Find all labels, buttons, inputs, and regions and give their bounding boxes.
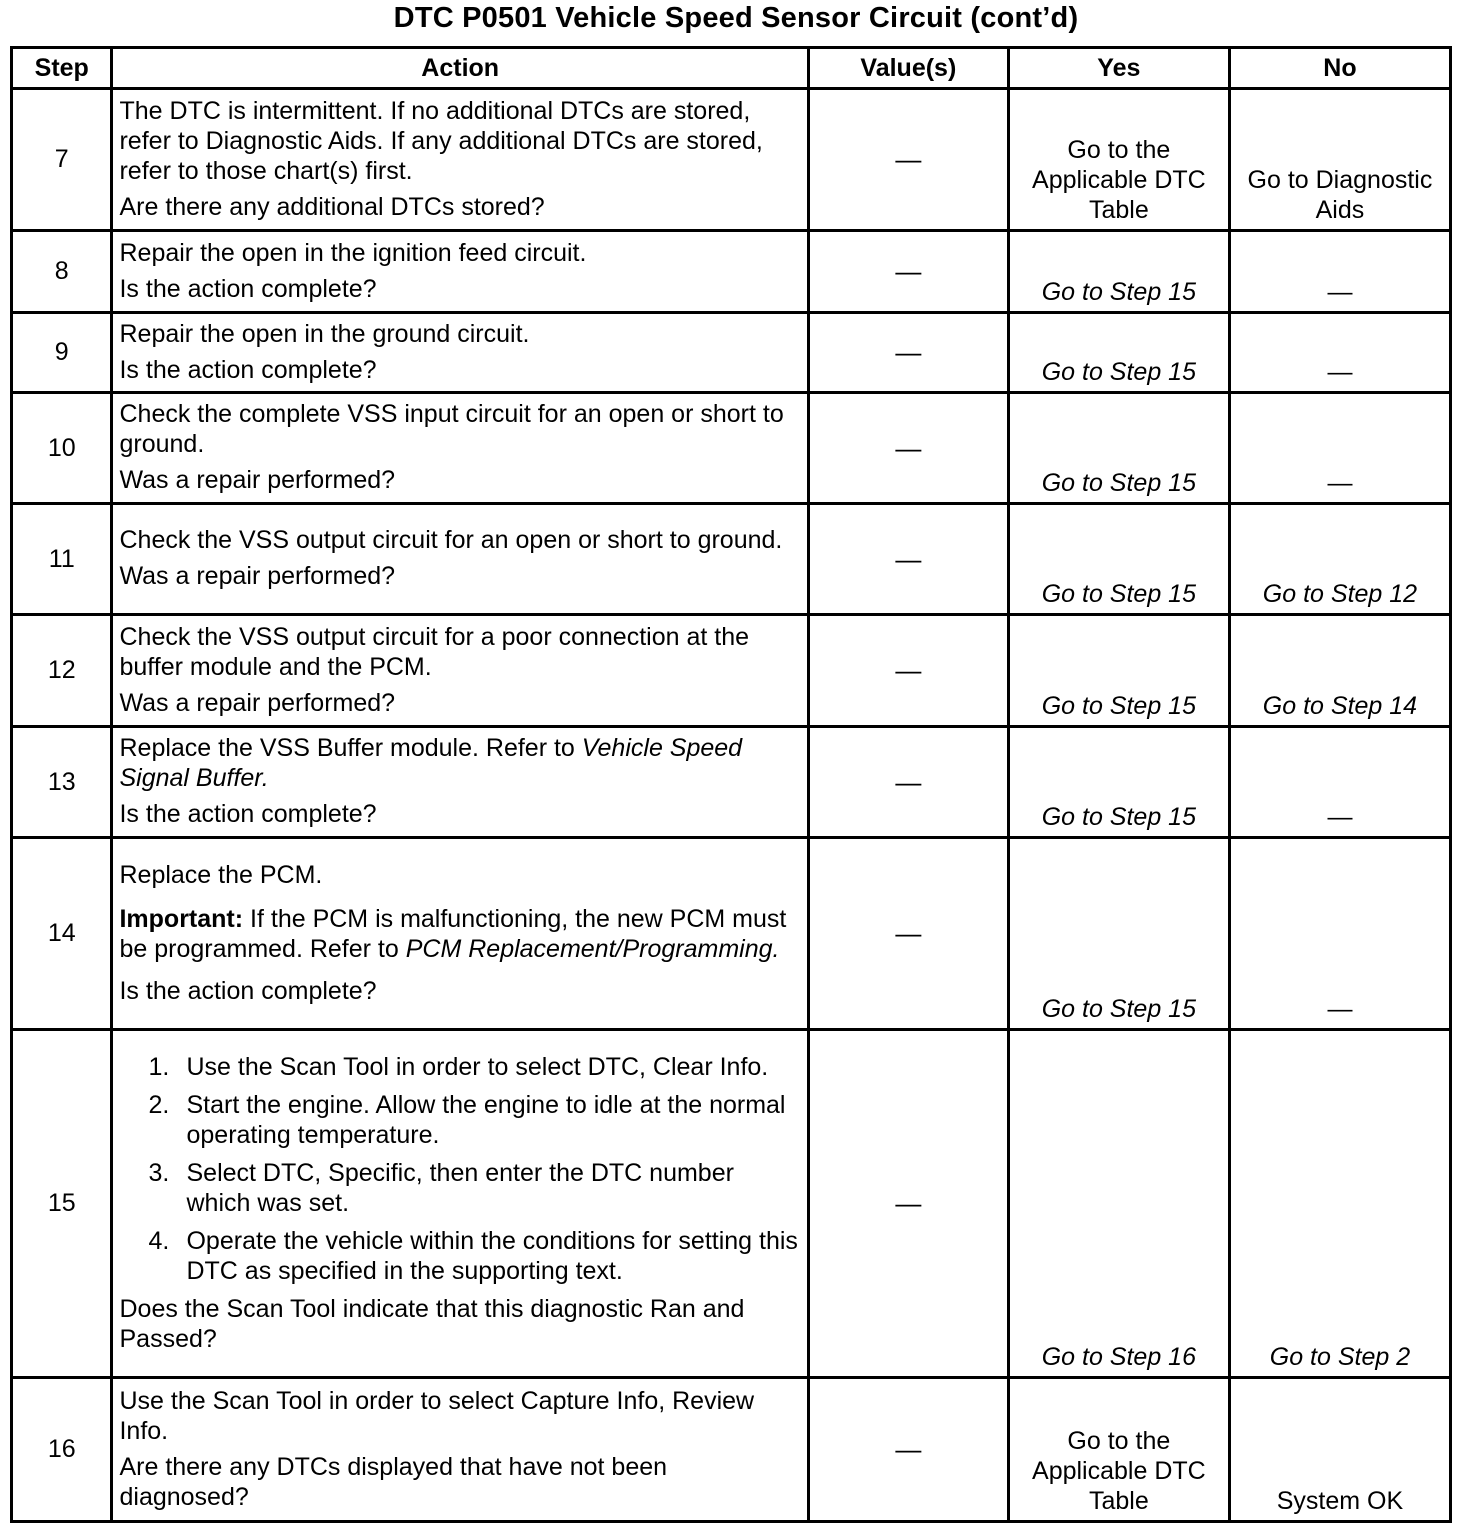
table-row xyxy=(12,504,1451,615)
yes-cell: Go to Step 15 xyxy=(1008,504,1229,615)
action-text: Check the VSS output circuit for a poor connection at the buffer module and the PCM. xyxy=(119,622,750,681)
table-row xyxy=(12,1030,1451,1378)
action-question: Are there any DTCs displayed that have not been diagnosed? xyxy=(119,1452,668,1511)
yes-cell: Go to Step 15 xyxy=(1008,393,1229,504)
value-cell: — xyxy=(808,1378,1008,1522)
table-row xyxy=(12,393,1451,504)
page-title: DTC P0501 Vehicle Speed Sensor Circuit (cont’d) xyxy=(393,2,1079,34)
action-cell xyxy=(112,89,808,231)
no-cell: — xyxy=(1229,231,1450,313)
header-no: No xyxy=(1229,48,1450,89)
no-cell: — xyxy=(1229,313,1450,393)
no-cell: — xyxy=(1229,393,1450,504)
action-question: Was a repair performed? xyxy=(119,562,396,590)
action-text: Repair the open in the ignition feed circuit. xyxy=(119,238,587,267)
value-cell: — xyxy=(808,393,1008,504)
list-item xyxy=(148,1226,800,1286)
no-cell: — xyxy=(1229,727,1450,838)
action-text-prefix: Replace the VSS Buffer module. Refer to xyxy=(119,734,582,762)
action-text: The DTC is intermittent. If no additional DTCs are stored, refer to Diagnostic Aids. If any additional DTCs are stored, refer to those chart(s) first. xyxy=(119,96,763,185)
yes-cell: Go to Step 15 xyxy=(1008,727,1229,838)
value-cell: — xyxy=(808,615,1008,727)
list-item-number: 2. xyxy=(148,1090,170,1119)
yes-cell: Go to the Applicable DTC Table xyxy=(1008,1378,1229,1522)
no-cell: System OK xyxy=(1229,1378,1450,1522)
yes-cell: Go to Step 16 xyxy=(1008,1030,1229,1378)
table-row xyxy=(12,1378,1451,1522)
action-question: Is the action complete? xyxy=(119,800,377,828)
action-cell xyxy=(112,504,808,615)
table-row xyxy=(12,615,1451,727)
action-text xyxy=(119,733,800,793)
action-cell xyxy=(112,1378,808,1522)
list-item-number: 1. xyxy=(148,1052,170,1081)
value-cell: — xyxy=(808,89,1008,231)
action-text: Check the complete VSS input circuit for an open or short to ground. xyxy=(119,400,784,458)
list-item-number: 3. xyxy=(148,1158,170,1187)
header-action: Action xyxy=(112,48,808,89)
table-row xyxy=(12,231,1451,313)
step-number: 13 xyxy=(12,727,112,838)
no-cell: Go to Step 2 xyxy=(1229,1030,1450,1378)
value-cell: — xyxy=(808,838,1008,1030)
no-cell: — xyxy=(1229,838,1450,1030)
reference-link: PCM Replacement/Programming. xyxy=(405,934,780,963)
step-number: 16 xyxy=(12,1378,112,1522)
header-step: Step xyxy=(12,48,112,89)
header-yes: Yes xyxy=(1008,48,1229,89)
table-row xyxy=(12,838,1451,1030)
action-cell xyxy=(112,615,808,727)
yes-cell: Go to Step 15 xyxy=(1008,231,1229,313)
value-cell: — xyxy=(808,313,1008,393)
table-header-row xyxy=(12,48,1451,89)
action-cell xyxy=(112,231,808,313)
step-number: 12 xyxy=(12,615,112,727)
action-question: Does the Scan Tool indicate that this diagnostic Ran and Passed? xyxy=(119,1294,745,1353)
header-values: Value(s) xyxy=(808,48,1008,89)
action-text: Check the VSS output circuit for an open or short to ground. xyxy=(119,526,783,554)
important-note xyxy=(119,904,800,964)
important-label: Important: xyxy=(119,904,244,933)
action-cell xyxy=(112,727,808,838)
action-question: Is the action complete? xyxy=(119,976,377,1005)
value-cell: — xyxy=(808,504,1008,615)
action-question: Was a repair performed? xyxy=(119,466,396,494)
procedure-list xyxy=(119,1052,800,1286)
value-cell: — xyxy=(808,231,1008,313)
yes-cell: Go to Step 15 xyxy=(1008,615,1229,727)
reference-link: Vehicle Speed Signal Buffer. xyxy=(119,734,743,792)
value-cell: — xyxy=(808,1030,1008,1378)
action-text: Replace the PCM. xyxy=(119,860,323,889)
no-cell: Go to Step 14 xyxy=(1229,615,1450,727)
step-number: 11 xyxy=(12,504,112,615)
yes-cell: Go to Step 15 xyxy=(1008,313,1229,393)
action-question: Was a repair performed? xyxy=(119,688,396,717)
list-item xyxy=(148,1090,800,1150)
step-number: 10 xyxy=(12,393,112,504)
no-cell: Go to Diagnostic Aids xyxy=(1229,89,1450,231)
list-item xyxy=(148,1158,800,1218)
list-item-text: Select DTC, Specific, then enter the DTC number which was set. xyxy=(186,1158,734,1217)
step-number: 14 xyxy=(12,838,112,1030)
list-item-number: 4. xyxy=(148,1226,170,1255)
step-number: 8 xyxy=(12,231,112,313)
no-cell: Go to Step 12 xyxy=(1229,504,1450,615)
important-text: If the PCM is malfunctioning, the new PCM must be programmed. Refer to xyxy=(119,904,787,963)
action-cell xyxy=(112,838,808,1030)
value-cell: — xyxy=(808,727,1008,838)
list-item-text: Start the engine. Allow the engine to idle at the normal operating temperature. xyxy=(186,1090,786,1149)
action-cell xyxy=(112,1030,808,1378)
step-number: 15 xyxy=(12,1030,112,1378)
action-question: Are there any additional DTCs stored? xyxy=(119,192,545,221)
action-question: Is the action complete? xyxy=(119,274,377,303)
list-item-text: Operate the vehicle within the conditions for setting this DTC as specified in the supporting text. xyxy=(186,1226,798,1285)
action-text: Use the Scan Tool in order to select Capture Info, Review Info. xyxy=(119,1386,755,1445)
table-row xyxy=(12,727,1451,838)
diagnostic-table xyxy=(10,46,1452,1523)
step-number: 9 xyxy=(12,313,112,393)
step-number: 7 xyxy=(12,89,112,231)
action-cell xyxy=(112,393,808,504)
list-item-text: Use the Scan Tool in order to select DTC, Clear Info. xyxy=(186,1052,769,1081)
yes-cell: Go to Step 15 xyxy=(1008,838,1229,1030)
action-cell xyxy=(112,313,808,393)
action-question: Is the action complete? xyxy=(119,355,377,384)
action-text: Repair the open in the ground circuit. xyxy=(119,319,530,348)
table-row xyxy=(12,313,1451,393)
list-item xyxy=(148,1052,800,1082)
yes-cell: Go to the Applicable DTC Table xyxy=(1008,89,1229,231)
table-row xyxy=(12,89,1451,231)
